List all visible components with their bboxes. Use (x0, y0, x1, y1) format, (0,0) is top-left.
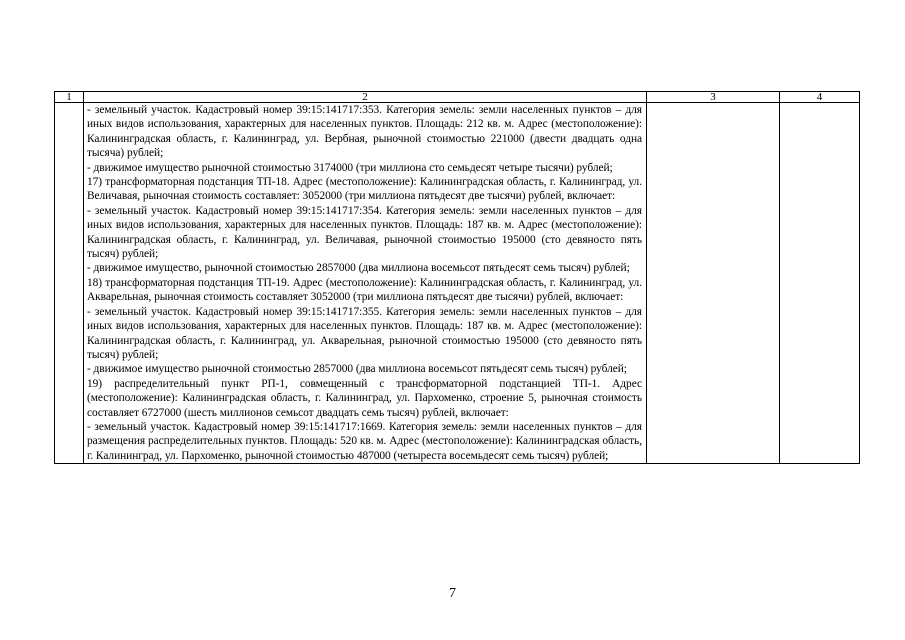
paragraph: - движимое имущество рыночной стоимостью 2857000 (два миллиона восемьсот пятьдесят семь тысяч) рублей; (87, 363, 627, 376)
body-cell-1 (55, 103, 84, 464)
paragraph: - движимое имущество, рыночной стоимостью 2857000 (два миллиона восемьсот пятьдесят семь тысяч) рублей; (87, 262, 630, 275)
body-cell-2 (84, 103, 647, 464)
body-cell-4 (780, 103, 860, 464)
header-cell-4: 4 (780, 92, 860, 103)
table-body-row (55, 103, 860, 464)
table-header-row (55, 92, 860, 103)
paragraph: - движимое имущество рыночной стоимостью 3174000 (три миллиона сто семьдесят четыре тысячи) рублей; (87, 161, 613, 174)
paragraph: - земельный участок. Кадастровый номер 39:15:141717:1669. Категория земель: земли населенных пунктов – для размещения распределительных пунктов. Площадь: 520 кв. м. Адрес (местоположение): Калининградская область, г. Калининград, ул. Пархоменко, рыночной стоимостью 487000 (четыреста восемьдесят семь тысяч) рублей; (87, 420, 642, 462)
document-table (54, 91, 860, 464)
paragraph: 17) трансформаторная подстанция ТП-18. Адрес (местоположение): Калининградская область, г. Калининград, ул. Величавая, рыночная стоимость составляет: 3052000 (три миллиона пятьдесят две тысячи) рублей, включает: (87, 176, 642, 203)
paragraph: 18) трансформаторная подстанция ТП-19. Адрес (местоположение): Калининградская область, г. Калининград, ул. Акварельная, рыночная стоимость составляет 3052000 (три миллиона пятьдесят две тысячи) рублей, включает: (87, 276, 642, 304)
paragraph: - земельный участок. Кадастровый номер 39:15:141717:355. Категория земель: земли населенных пунктов – для иных видов использования, характерных для населенных пунктов. Площадь: 187 кв. м. Адрес (местоположение): Калининградская область, г. Калининград, ул. Акварельная, рыночной стоимостью 195000 (сто девяносто пять тысяч) рублей; (87, 305, 642, 361)
paragraph: - земельный участок. Кадастровый номер 39:15:141717:354. Категория земель: земли населенных пунктов – для иных видов использования, характерных для населенных пунктов. Площадь: 187 кв. м. Адрес (местоположение): Калининградская область, г. Калининград, ул. Величавая, рыночной стоимостью 195000 (сто девяносто пять тысяч) рублей; (87, 204, 642, 261)
header-cell-2: 2 (84, 92, 647, 103)
paragraph: - земельный участок. Кадастровый номер 39:15:141717:353. Категория земель: земли населенных пунктов – для иных видов использования, характерных для населенных пунктов. Площадь: 212 кв. м. Адрес (местоположение): Калининградская область, г. Калининград, ул. Вербная, рыночной стоимостью 221000 (двести двадцать одна тысяча) рублей; (87, 104, 642, 160)
header-cell-1: 1 (55, 92, 84, 103)
body-cell-3 (647, 103, 780, 464)
header-cell-3: 3 (647, 92, 780, 103)
paragraph: 19) распределительный пункт РП-1, совмещенный с трансформаторной подстанцией ТП-1. Адрес (местоположение): Калининградская область, г. Калининград, ул. Пархоменко, строение 5, рыночная стоимость составляет 6727000 (шесть миллионов семьсот двадцать семь тысяч) рублей, включает: (87, 377, 642, 419)
page-number: 7 (449, 586, 456, 601)
